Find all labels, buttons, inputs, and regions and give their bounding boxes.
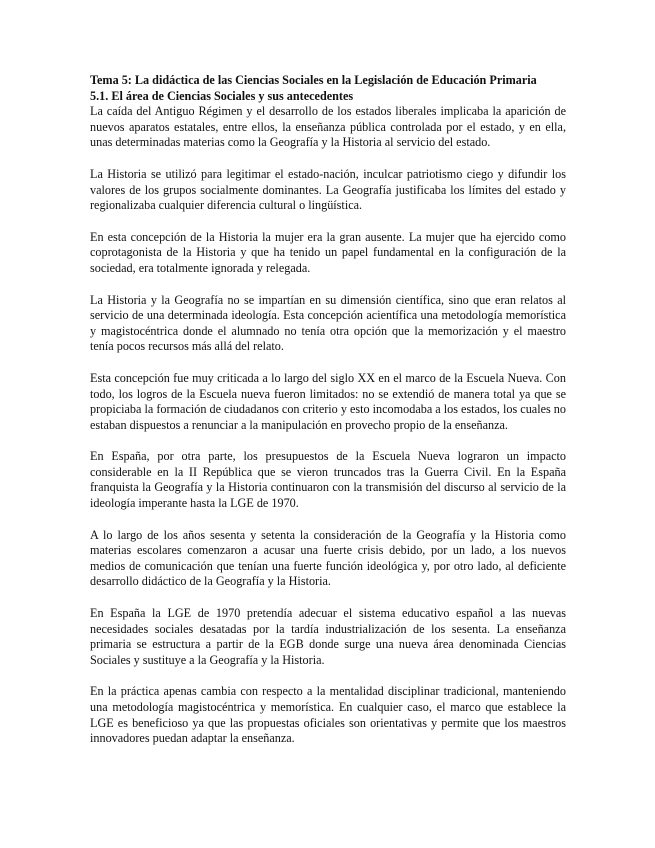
paragraph-9: En la práctica apenas cambia con respecto a la mentalidad disciplinar tradicional, manteniendo una metodología magistocéntrica y memorística. En cualquier caso, el marco que establece la LGE es beneficioso ya que las propuestas oficiales son orientativas y permite que los maestros innovadores puedan adaptar la enseñanza.	[90, 684, 566, 746]
section-heading: 5.1. El área de Ciencias Sociales y sus antecedentes	[90, 88, 354, 103]
paragraph-8: En España la LGE de 1970 pretendía adecuar el sistema educativo español a las nuevas necesidades sociales desatadas por la tardía industrialización de los sesenta. La enseñanza primaria se estructura a partir de la EGB donde surge una nueva área denominada Ciencias Sociales y sustituye a la Geografía y la Historia.	[90, 606, 566, 667]
paragraph-3: En esta concepción de la Historia la mujer era la gran ausente. La mujer que ha ejercido como coprotagonista de la Historia y que ha tenido un papel fundamental en la configuración de la sociedad, era totalmente ignorada y relegada.	[90, 229, 566, 275]
document-title: Tema 5: La didáctica de las Ciencias Sociales en la Legislación de Educación Primaria	[90, 73, 537, 87]
paragraph-5: Esta concepción fue muy criticada a lo largo del siglo XX en el marco de la Escuela Nueva. Con todo, los logros de la Escuela nueva fueron limitados: no se extendió de manera total ya que se propiciaba la formación de ciudadanos con criterio y esto incomodaba a los estados, los cuales no estaban dispuestos a renunciar a la manipulación en provecho propio de la enseñanza.	[90, 370, 566, 432]
document-page	[90, 73, 566, 747]
paragraph-4: La Historia y la Geografía no se impartían en su dimensión científica, sino que eran relatos al servicio de una determinada ideología. Esta concepción acientífica una metodología memorística y magistocéntrica donde el alumnado no tenía otra opción que la memorización y el maestro tenía pocos recursos más allá del relato.	[90, 292, 566, 354]
paragraph-2: La Historia se utilizó para legitimar el estado-nación, inculcar patriotismo ciego y difundir los valores de los grupos socialmente dominantes. La Geografía justificaba los límites del estado y regionalizaba cualquier diferencia cultural o lingüística.	[90, 166, 566, 213]
paragraph-6: En España, por otra parte, los presupuestos de la Escuela Nueva lograron un impacto considerable en la II República que se vieron truncados tras la Guerra Civil. En la España franquista la Geografía y la Historia continuaron con la transmisión del discurso al servicio de la ideología imperante hasta la LGE de 1970.	[90, 449, 566, 511]
paragraph-1: La caída del Antiguo Régimen y el desarrollo de los estados liberales implicaba la aparición de nuevos aparatos estatales, entre ellos, la enseñanza pública controlada por el estado, y en ella, unas determinadas materias como la Geografía y la Historia al servicio del estado.	[90, 104, 566, 150]
paragraph-7: A lo largo de los años sesenta y setenta la consideración de la Geografía y la Historia como materias escolares comenzaron a acusar una fuerte crisis debido, por un lado, a los nuevos medios de comunicación que tenían una fuerte función ideológica y, por otro lado, al deficiente desarrollo didáctico de la Geografía y la Historia.	[90, 527, 566, 589]
